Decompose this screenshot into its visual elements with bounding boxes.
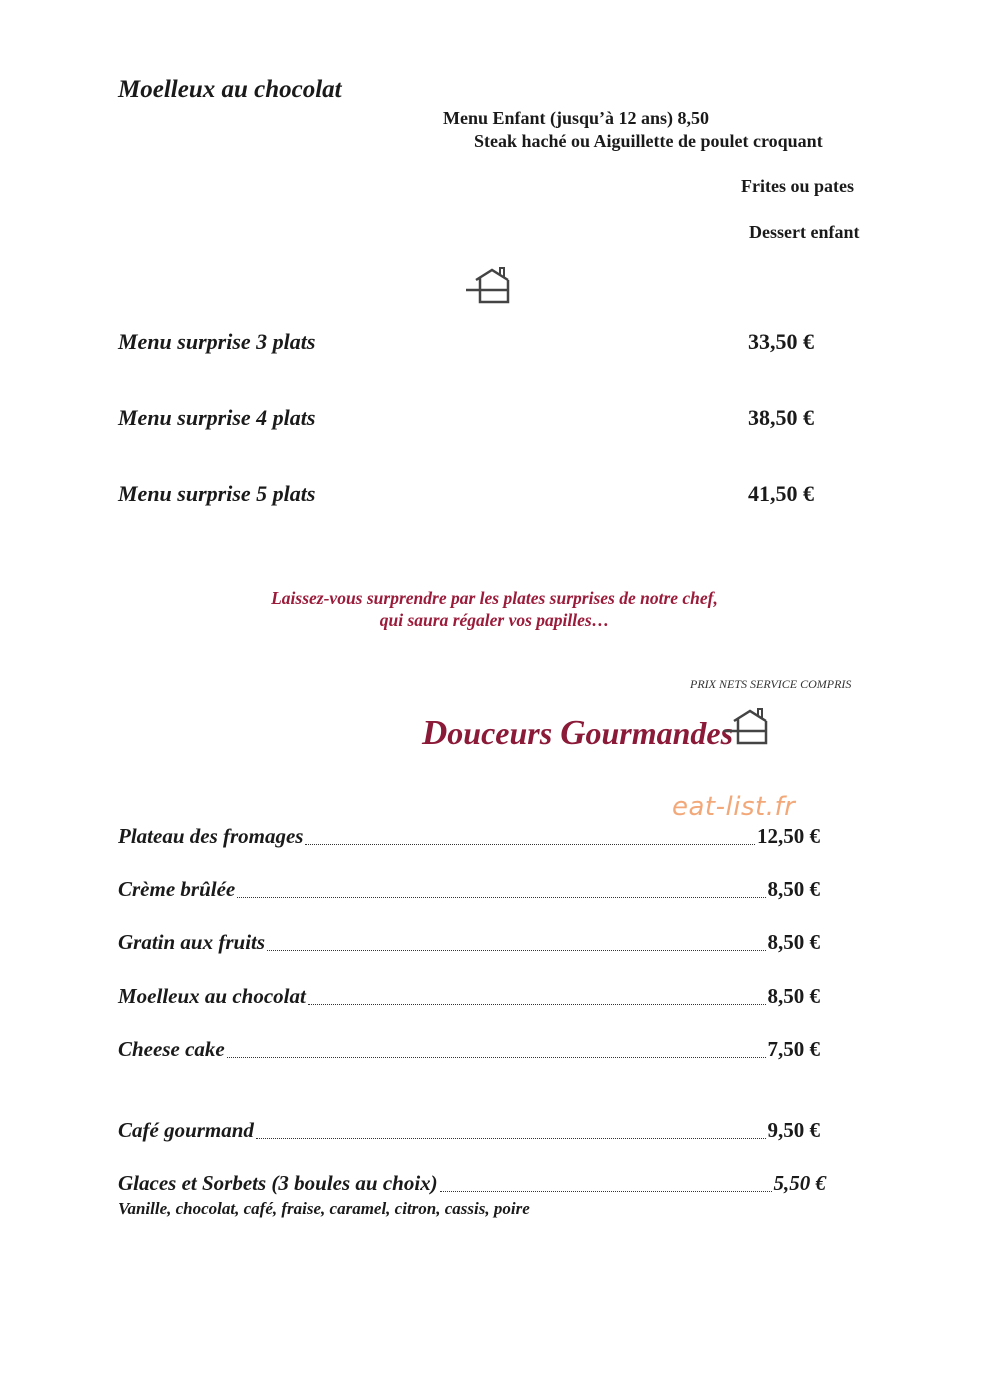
surprise-menu-5-name: Menu surprise 5 plats	[118, 481, 316, 506]
section-title-part-1: ouceurs	[447, 715, 561, 751]
promo-line-1: Laissez-vous surprendre par les plates surprises de notre chef,	[271, 588, 718, 608]
dessert-name: Gratin aux fruits	[118, 930, 266, 954]
dessert-name: Café gourmand	[118, 1118, 254, 1142]
dessert-name: Cheese cake	[118, 1037, 225, 1061]
kids-menu-dessert: Dessert enfant	[749, 222, 860, 242]
top-dessert-title: Moelleux au chocolat	[118, 76, 342, 103]
surprise-menu-3-name: Menu surprise 3 plats	[118, 329, 316, 354]
section-title-part-2: ourmandes	[585, 715, 734, 751]
dessert-row	[118, 1037, 820, 1062]
dessert-price: 8,50 €	[767, 877, 820, 901]
surprise-menu-5-price: 41,50 €	[748, 481, 814, 506]
watermark: eat-list.fr	[672, 792, 796, 822]
dot-leader	[227, 1056, 766, 1058]
kids-menu-main: Steak haché ou Aiguillette de poulet croquant	[474, 131, 823, 151]
surprise-menu-4-name: Menu surprise 4 plats	[118, 405, 316, 430]
surprise-menu-3-price: 33,50 €	[748, 329, 814, 354]
dessert-row	[118, 930, 820, 955]
dessert-name: Moelleux au chocolat	[118, 984, 306, 1008]
dessert-row	[118, 1171, 826, 1196]
ice-cream-flavors: Vanille, chocolat, café, fraise, caramel, citron, cassis, poire	[118, 1199, 530, 1218]
dot-leader	[256, 1137, 766, 1139]
dessert-row	[118, 984, 820, 1009]
dot-leader	[267, 949, 765, 951]
dessert-name: Crème brûlée	[118, 877, 236, 901]
section-title-initial-g: G	[560, 713, 586, 752]
house-icon	[724, 707, 772, 752]
dot-leader	[237, 896, 765, 898]
dessert-row	[118, 877, 820, 902]
dot-leader	[440, 1190, 772, 1192]
house-icon	[466, 266, 514, 311]
dessert-name: Glaces et Sorbets (3 boules au choix)	[118, 1171, 438, 1195]
prix-nets-note: PRIX NETS SERVICE COMPRIS	[690, 677, 852, 691]
dessert-name: Plateau des fromages	[118, 824, 304, 848]
dot-leader	[308, 1003, 766, 1005]
kids-menu-title: Menu Enfant (jusqu’à 12 ans) 8,50	[443, 108, 710, 128]
section-title-initial-d: D	[422, 713, 448, 752]
dessert-row	[118, 824, 820, 849]
surprise-menu-4-price: 38,50 €	[748, 405, 814, 430]
dessert-row	[118, 1118, 820, 1143]
dessert-price: 8,50 €	[767, 930, 820, 954]
dessert-price: 12,50 €	[757, 824, 820, 848]
dessert-price: 9,50 €	[767, 1118, 820, 1142]
dessert-price: 7,50 €	[767, 1037, 820, 1061]
dessert-price: 5,50 €	[773, 1171, 826, 1195]
kids-menu-side: Frites ou pates	[741, 176, 854, 196]
dot-leader	[305, 843, 755, 845]
dessert-price: 8,50 €	[767, 984, 820, 1008]
section-title	[422, 713, 733, 753]
promo-line-2: qui saura régaler vos papilles…	[379, 610, 610, 630]
